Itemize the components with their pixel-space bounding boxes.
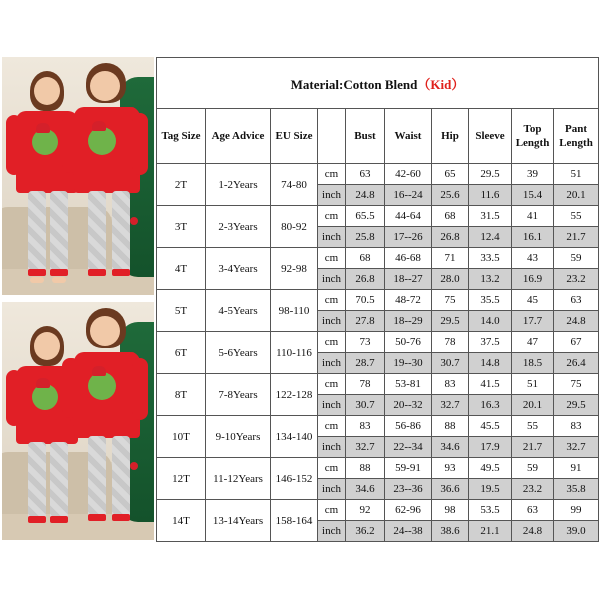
hip-inch-value: 34.6 bbox=[432, 437, 469, 458]
top-length-inch-value: 17.7 bbox=[512, 311, 554, 332]
unit-cm-cell: cm bbox=[318, 248, 346, 269]
waist-cm-value: 46-68 bbox=[385, 248, 432, 269]
hip-cm-value: 88 bbox=[432, 416, 469, 437]
bust-cm-value: 70.5 bbox=[346, 290, 385, 311]
hip-inch-value: 30.7 bbox=[432, 353, 469, 374]
pant-length-cm-value: 51 bbox=[554, 164, 599, 185]
sleeve-inch-value: 12.4 bbox=[469, 227, 512, 248]
table-row-cm bbox=[157, 164, 599, 185]
hip-cm-value: 78 bbox=[432, 332, 469, 353]
pant-length-cm-value: 75 bbox=[554, 374, 599, 395]
hip-cm-value: 71 bbox=[432, 248, 469, 269]
unit-cm-cell: cm bbox=[318, 416, 346, 437]
size-tag-cell: 2T bbox=[157, 164, 206, 206]
unit-inch-cell: inch bbox=[318, 521, 346, 542]
age-advice-cell: 3-4Years bbox=[206, 248, 271, 290]
bust-cm-value: 83 bbox=[346, 416, 385, 437]
sleeve-inch-value: 14.8 bbox=[469, 353, 512, 374]
bust-cm-value: 73 bbox=[346, 332, 385, 353]
bust-cm-value: 68 bbox=[346, 248, 385, 269]
hip-inch-value: 29.5 bbox=[432, 311, 469, 332]
size-tag-cell: 12T bbox=[157, 458, 206, 500]
table-row-cm bbox=[157, 458, 599, 479]
waist-cm-value: 42-60 bbox=[385, 164, 432, 185]
pant-length-inch-value: 35.8 bbox=[554, 479, 599, 500]
sleeve-cm-value: 37.5 bbox=[469, 332, 512, 353]
pant-length-cm-value: 63 bbox=[554, 290, 599, 311]
waist-inch-value: 19--30 bbox=[385, 353, 432, 374]
hip-cm-value: 83 bbox=[432, 374, 469, 395]
size-tag-cell: 6T bbox=[157, 332, 206, 374]
bust-cm-value: 92 bbox=[346, 500, 385, 521]
pant-length-cm-value: 99 bbox=[554, 500, 599, 521]
sleeve-cm-value: 41.5 bbox=[469, 374, 512, 395]
pant-length-cm-value: 55 bbox=[554, 206, 599, 227]
pant-length-inch-value: 26.4 bbox=[554, 353, 599, 374]
age-advice-cell: 13-14Years bbox=[206, 500, 271, 542]
top-length-cm-value: 41 bbox=[512, 206, 554, 227]
hip-inch-value: 26.8 bbox=[432, 227, 469, 248]
unit-inch-cell: inch bbox=[318, 437, 346, 458]
age-advice-cell: 5-6Years bbox=[206, 332, 271, 374]
waist-cm-value: 48-72 bbox=[385, 290, 432, 311]
unit-inch-cell: inch bbox=[318, 227, 346, 248]
waist-inch-value: 18--29 bbox=[385, 311, 432, 332]
eu-size-cell: 134-140 bbox=[271, 416, 318, 458]
waist-cm-value: 53-81 bbox=[385, 374, 432, 395]
size-tag-cell: 3T bbox=[157, 206, 206, 248]
top-length-cm-value: 59 bbox=[512, 458, 554, 479]
hip-cm-value: 68 bbox=[432, 206, 469, 227]
age-advice-cell: 9-10Years bbox=[206, 416, 271, 458]
sleeve-cm-value: 33.5 bbox=[469, 248, 512, 269]
table-row-cm bbox=[157, 290, 599, 311]
waist-inch-value: 23--36 bbox=[385, 479, 432, 500]
sleeve-cm-value: 35.5 bbox=[469, 290, 512, 311]
eu-size-cell: 92-98 bbox=[271, 248, 318, 290]
eu-size-cell: 158-164 bbox=[271, 500, 318, 542]
waist-inch-value: 17--26 bbox=[385, 227, 432, 248]
waist-cm-value: 44-64 bbox=[385, 206, 432, 227]
hip-inch-value: 25.6 bbox=[432, 185, 469, 206]
sleeve-inch-value: 19.5 bbox=[469, 479, 512, 500]
hip-inch-value: 38.6 bbox=[432, 521, 469, 542]
header-eu-size: EU Size bbox=[271, 109, 318, 164]
waist-inch-value: 22--34 bbox=[385, 437, 432, 458]
top-length-inch-value: 24.8 bbox=[512, 521, 554, 542]
age-advice-cell: 2-3Years bbox=[206, 206, 271, 248]
bust-cm-value: 88 bbox=[346, 458, 385, 479]
unit-cm-cell: cm bbox=[318, 290, 346, 311]
waist-inch-value: 18--27 bbox=[385, 269, 432, 290]
top-length-inch-value: 20.1 bbox=[512, 395, 554, 416]
unit-cm-cell: cm bbox=[318, 164, 346, 185]
top-length-inch-value: 21.7 bbox=[512, 437, 554, 458]
table-row-cm bbox=[157, 500, 599, 521]
waist-cm-value: 62-96 bbox=[385, 500, 432, 521]
top-length-cm-value: 45 bbox=[512, 290, 554, 311]
unit-cm-cell: cm bbox=[318, 458, 346, 479]
top-length-inch-value: 16.1 bbox=[512, 227, 554, 248]
unit-inch-cell: inch bbox=[318, 269, 346, 290]
chart-title-main: Material:Cotton Blend bbox=[290, 76, 418, 92]
unit-inch-cell: inch bbox=[318, 185, 346, 206]
pant-length-cm-value: 67 bbox=[554, 332, 599, 353]
hip-inch-value: 36.6 bbox=[432, 479, 469, 500]
waist-inch-value: 20--32 bbox=[385, 395, 432, 416]
size-tag-cell: 8T bbox=[157, 374, 206, 416]
bust-cm-value: 78 bbox=[346, 374, 385, 395]
hip-inch-value: 32.7 bbox=[432, 395, 469, 416]
bust-cm-value: 65.5 bbox=[346, 206, 385, 227]
top-length-cm-value: 51 bbox=[512, 374, 554, 395]
size-tag-cell: 4T bbox=[157, 248, 206, 290]
header-age-advice: Age Advice bbox=[206, 109, 271, 164]
top-length-cm-value: 39 bbox=[512, 164, 554, 185]
top-length-cm-value: 43 bbox=[512, 248, 554, 269]
pant-length-inch-value: 32.7 bbox=[554, 437, 599, 458]
waist-inch-value: 16--24 bbox=[385, 185, 432, 206]
table-row-cm bbox=[157, 248, 599, 269]
bust-inch-value: 24.8 bbox=[346, 185, 385, 206]
eu-size-cell: 98-110 bbox=[271, 290, 318, 332]
bust-inch-value: 25.8 bbox=[346, 227, 385, 248]
waist-inch-value: 24--38 bbox=[385, 521, 432, 542]
hip-cm-value: 65 bbox=[432, 164, 469, 185]
bust-inch-value: 26.8 bbox=[346, 269, 385, 290]
table-row-cm bbox=[157, 416, 599, 437]
sleeve-inch-value: 16.3 bbox=[469, 395, 512, 416]
sleeve-cm-value: 45.5 bbox=[469, 416, 512, 437]
table-row-cm bbox=[157, 206, 599, 227]
pant-length-inch-value: 21.7 bbox=[554, 227, 599, 248]
header-waist: Waist bbox=[385, 109, 432, 164]
eu-size-cell: 80-92 bbox=[271, 206, 318, 248]
sleeve-inch-value: 21.1 bbox=[469, 521, 512, 542]
bust-inch-value: 28.7 bbox=[346, 353, 385, 374]
unit-cm-cell: cm bbox=[318, 332, 346, 353]
size-tag-cell: 5T bbox=[157, 290, 206, 332]
unit-inch-cell: inch bbox=[318, 479, 346, 500]
age-advice-cell: 1-2Years bbox=[206, 164, 271, 206]
sleeve-cm-value: 53.5 bbox=[469, 500, 512, 521]
bust-inch-value: 32.7 bbox=[346, 437, 385, 458]
unit-inch-cell: inch bbox=[318, 311, 346, 332]
header-row bbox=[157, 109, 599, 164]
bust-inch-value: 34.6 bbox=[346, 479, 385, 500]
unit-cm-cell: cm bbox=[318, 500, 346, 521]
product-photo-top bbox=[2, 57, 154, 295]
age-advice-cell: 11-12Years bbox=[206, 458, 271, 500]
header-sleeve: Sleeve bbox=[469, 109, 512, 164]
hip-cm-value: 98 bbox=[432, 500, 469, 521]
size-tag-cell: 14T bbox=[157, 500, 206, 542]
bust-inch-value: 27.8 bbox=[346, 311, 385, 332]
pant-length-cm-value: 91 bbox=[554, 458, 599, 479]
top-length-cm-value: 63 bbox=[512, 500, 554, 521]
header-unit bbox=[318, 109, 346, 164]
hip-cm-value: 93 bbox=[432, 458, 469, 479]
eu-size-cell: 146-152 bbox=[271, 458, 318, 500]
sleeve-inch-value: 17.9 bbox=[469, 437, 512, 458]
size-tag-cell: 10T bbox=[157, 416, 206, 458]
waist-cm-value: 50-76 bbox=[385, 332, 432, 353]
table-row-cm bbox=[157, 332, 599, 353]
top-length-inch-value: 18.5 bbox=[512, 353, 554, 374]
top-length-inch-value: 15.4 bbox=[512, 185, 554, 206]
table-row-cm bbox=[157, 374, 599, 395]
pant-length-inch-value: 20.1 bbox=[554, 185, 599, 206]
sleeve-inch-value: 13.2 bbox=[469, 269, 512, 290]
header-pant-length: Pant Length bbox=[554, 109, 599, 164]
top-length-inch-value: 23.2 bbox=[512, 479, 554, 500]
waist-cm-value: 56-86 bbox=[385, 416, 432, 437]
hip-inch-value: 28.0 bbox=[432, 269, 469, 290]
chart-title-kid: （Kid） bbox=[417, 76, 465, 92]
top-length-inch-value: 16.9 bbox=[512, 269, 554, 290]
pant-length-inch-value: 23.2 bbox=[554, 269, 599, 290]
bust-cm-value: 63 bbox=[346, 164, 385, 185]
top-length-cm-value: 55 bbox=[512, 416, 554, 437]
bust-inch-value: 30.7 bbox=[346, 395, 385, 416]
hip-cm-value: 75 bbox=[432, 290, 469, 311]
waist-cm-value: 59-91 bbox=[385, 458, 432, 479]
bust-inch-value: 36.2 bbox=[346, 521, 385, 542]
sleeve-inch-value: 11.6 bbox=[469, 185, 512, 206]
chart-title bbox=[157, 58, 599, 109]
eu-size-cell: 110-116 bbox=[271, 332, 318, 374]
product-photo-bottom bbox=[2, 302, 154, 540]
unit-cm-cell: cm bbox=[318, 206, 346, 227]
pant-length-inch-value: 24.8 bbox=[554, 311, 599, 332]
age-advice-cell: 7-8Years bbox=[206, 374, 271, 416]
size-chart-table bbox=[156, 57, 599, 542]
top-length-cm-value: 47 bbox=[512, 332, 554, 353]
eu-size-cell: 122-128 bbox=[271, 374, 318, 416]
header-top-length: Top Length bbox=[512, 109, 554, 164]
sleeve-cm-value: 49.5 bbox=[469, 458, 512, 479]
unit-cm-cell: cm bbox=[318, 374, 346, 395]
header-bust: Bust bbox=[346, 109, 385, 164]
pant-length-cm-value: 83 bbox=[554, 416, 599, 437]
sleeve-cm-value: 29.5 bbox=[469, 164, 512, 185]
sleeve-cm-value: 31.5 bbox=[469, 206, 512, 227]
header-hip: Hip bbox=[432, 109, 469, 164]
header-tag-size: Tag Size bbox=[157, 109, 206, 164]
pant-length-inch-value: 29.5 bbox=[554, 395, 599, 416]
age-advice-cell: 4-5Years bbox=[206, 290, 271, 332]
eu-size-cell: 74-80 bbox=[271, 164, 318, 206]
unit-inch-cell: inch bbox=[318, 353, 346, 374]
unit-inch-cell: inch bbox=[318, 395, 346, 416]
pant-length-cm-value: 59 bbox=[554, 248, 599, 269]
pant-length-inch-value: 39.0 bbox=[554, 521, 599, 542]
sleeve-inch-value: 14.0 bbox=[469, 311, 512, 332]
